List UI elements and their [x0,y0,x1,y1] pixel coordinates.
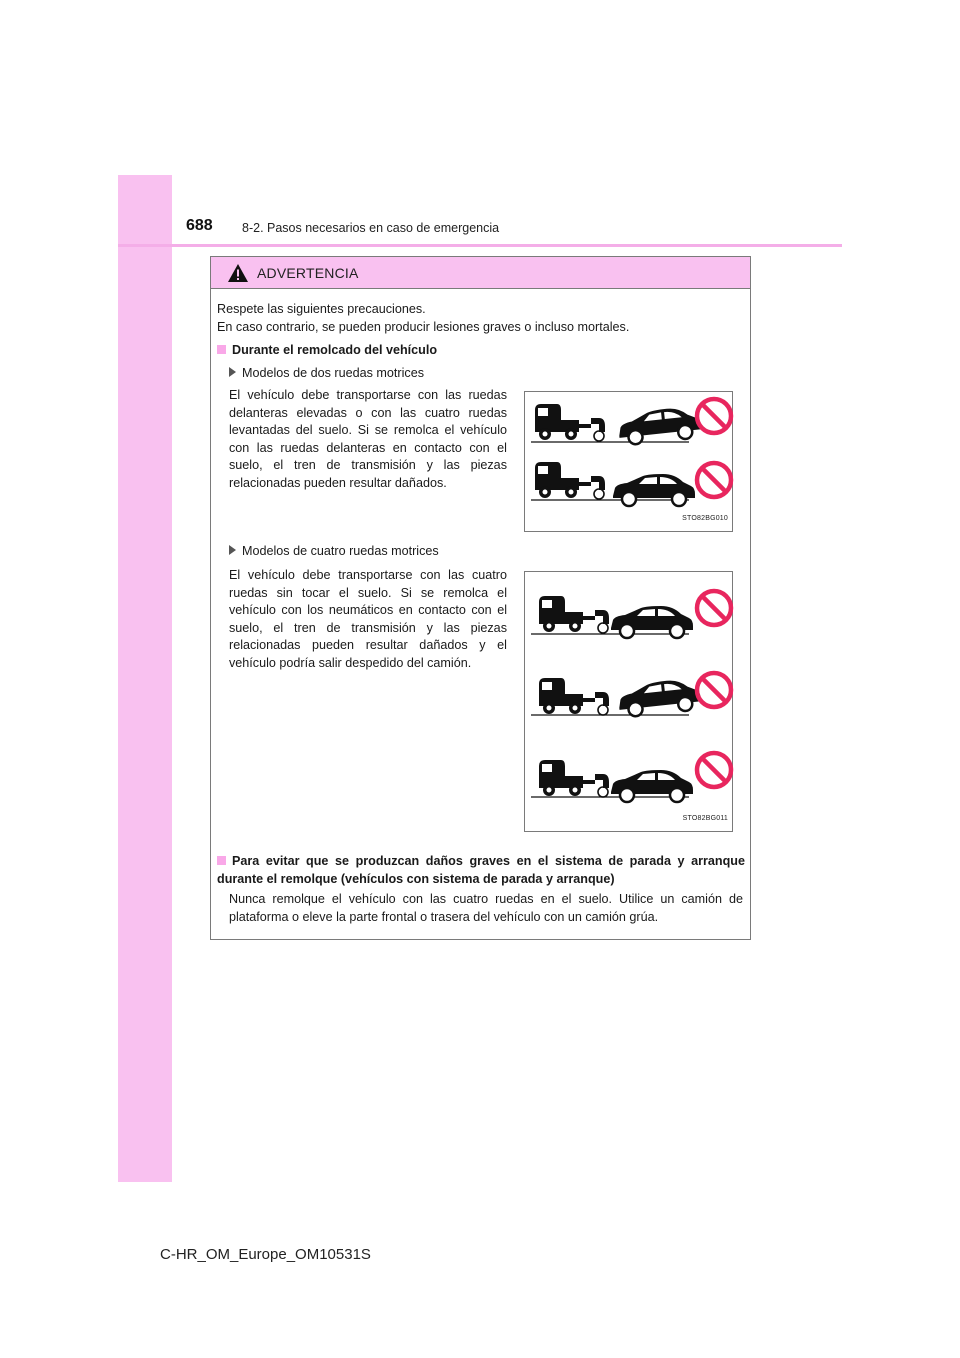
warning-body [211,289,749,939]
triangle-bullet-icon [229,367,236,377]
subheading-text: Modelos de cuatro ruedas motrices [242,544,439,558]
heading-text: Durante el remolcado del vehículo [232,343,438,357]
intro-line-1: Respete las siguientes precauciones. [217,302,426,316]
subheading-four-wheel [229,543,529,561]
subheading-text: Modelos de dos ruedas motrices [242,366,425,380]
square-bullet-icon [217,345,226,354]
section-heading-stop-start [217,853,745,888]
prohibited-icon [697,463,731,497]
square-bullet-icon [217,856,226,865]
prohibited-icon [697,673,731,707]
header-divider [118,244,842,247]
figure-two-wheel [524,391,733,532]
warning-triangle-icon [227,263,249,283]
two-wheel-paragraph: El vehículo debe transportarse con las ruedas delanteras elevadas o con las cuatro ruedas levantadas del suelo. Si se remolca el vehículo con las ruedas delanteras en contacto con el suelo, el tren de transmisión y las piezas relacionadas pueden resultar dañados. [229,388,507,490]
figure-four-wheel [524,571,733,832]
prohibited-icon [697,591,731,625]
section-heading-towing [217,342,737,360]
warning-title: ADVERTENCIA [257,264,359,281]
heading-text: Para evitar que se produzcan daños graves en el sistema de parada y arranque durante el remolque (vehículos con sistema de parada y arranque) [217,854,745,886]
warning-intro [217,301,737,336]
warning-header [211,257,750,289]
warning-box [210,256,751,940]
document-code: C-HR_OM_Europe_OM10531S [160,1246,371,1263]
subheading-two-wheel [229,365,529,383]
towing-illustration-four-wheel [525,572,734,833]
page-number: 688 [186,217,213,234]
page-header [0,0,960,280]
figure-code: STO82BG010 [682,515,728,523]
stop-start-paragraph: Nunca remolque el vehículo con las cuatro ruedas en el suelo. Utilice un camión de plataforma o eleve la parte frontal o trasera del vehículo con un camión grúa. [229,892,743,924]
prohibited-icon [697,399,731,433]
triangle-bullet-icon [229,545,236,555]
figure-code: STO82BG011 [682,815,728,823]
chapter-tab-strip [118,175,172,1182]
prohibited-icon [697,753,731,787]
section-title: 8-2. Pasos necesarios en caso de emergencia [242,221,500,235]
four-wheel-paragraph: El vehículo debe transportarse con las cuatro ruedas sin tocar el suelo. Si se remolca el vehículo con los neumáticos en contacto con el suelo, el tren de transmisión y las piezas relacionadas pueden resultar dañados y el vehículo podría salir despedido del camión. [229,568,507,670]
intro-line-2: En caso contrario, se pueden producir lesiones graves o incluso mortales. [217,319,630,334]
